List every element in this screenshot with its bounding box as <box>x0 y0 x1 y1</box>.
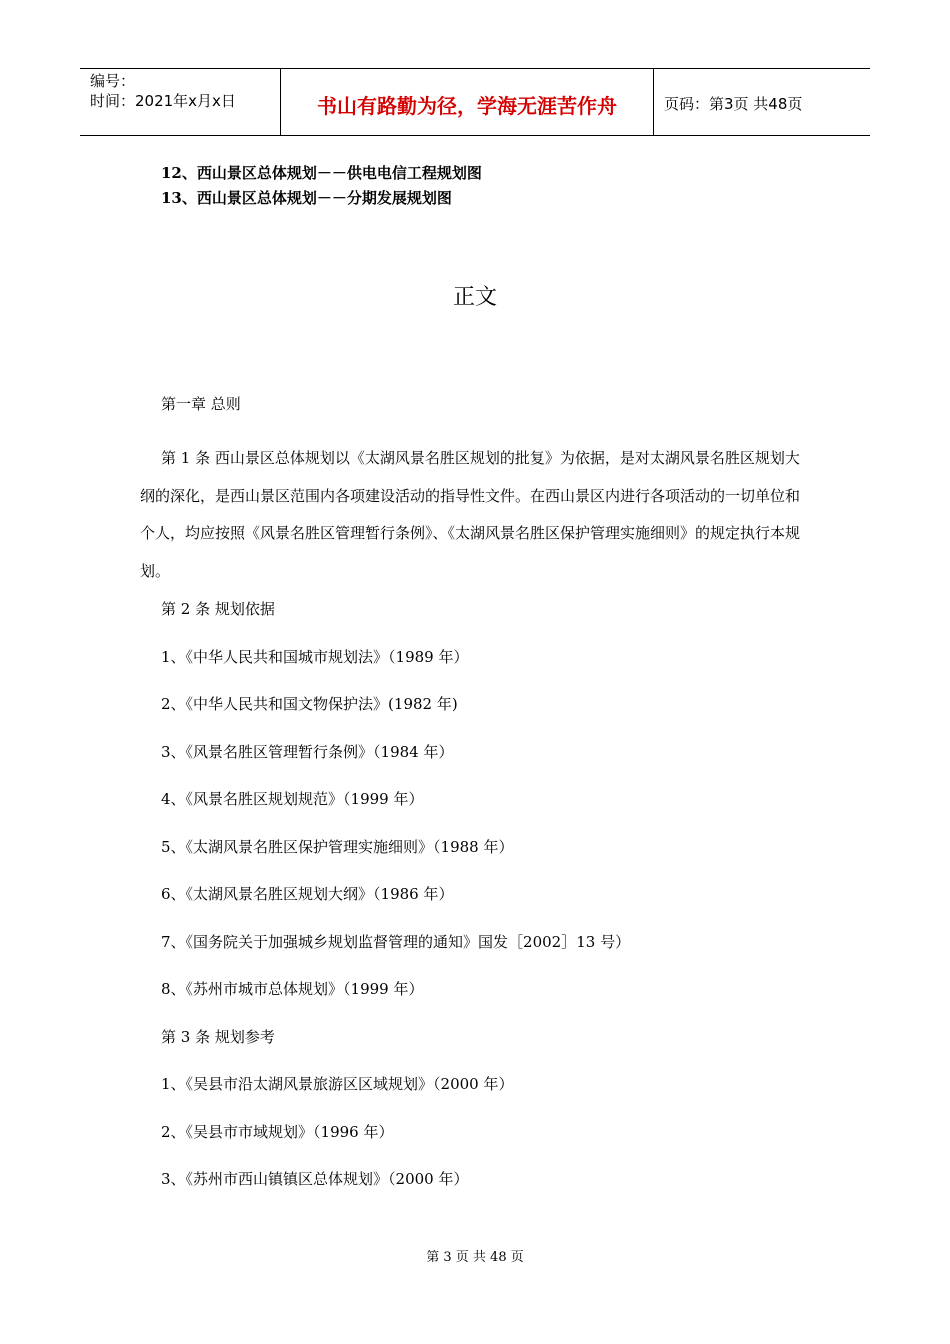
reference-item: 1、《吴县市沿太湖风景旅游区区域规划》（2000 年） <box>161 1075 514 1093</box>
document-number-label: 编号： <box>90 72 136 90</box>
header-page-info: 页码：第3页 共48页 <box>664 94 803 113</box>
header-meta-cell <box>80 69 281 135</box>
header-motto: 书山有路勤为径，学海无涯苦作舟 <box>281 69 654 135</box>
basis-item: 7、《国务院关于加强城乡规划监督管理的通知》国发［2002］13 号） <box>161 933 631 951</box>
reference-item: 3、《苏州市西山镇镇区总体规划》（2000 年） <box>161 1170 469 1188</box>
toc-item: 12、西山景区总体规划－－供电电信工程规划图 <box>161 164 482 182</box>
basis-item: 8、《苏州市城市总体规划》（1999 年） <box>161 980 424 998</box>
article-3-heading: 第 3 条 规划参考 <box>161 1028 275 1046</box>
toc-item: 13、西山景区总体规划－－分期发展规划图 <box>161 189 452 207</box>
article-1-paragraph: 第 1 条 西山景区总体规划以《太湖风景名胜区规划的批复》为依据，是对太湖风景名胜区规划大纲的深化，是西山景区范围内各项建设活动的指导性文件。在西山景区内进行各项活动的一切单位和个人，均应按照《风景名胜区管理暂行条例》、《太湖风景名胜区保护管理实施细则》的规定执行本规划。 <box>140 449 801 580</box>
page-header <box>80 68 870 136</box>
basis-item: 3、《风景名胜区管理暂行条例》（1984 年） <box>161 743 454 761</box>
basis-item: 6、《太湖风景名胜区规划大纲》（1986 年） <box>161 885 454 903</box>
section-title: 正文 <box>452 285 497 310</box>
basis-item: 1、《中华人民共和国城市规划法》（1989 年） <box>161 648 469 666</box>
basis-item: 5、《太湖风景名胜区保护管理实施细则》（1988 年） <box>161 838 514 856</box>
basis-item: 4、《风景名胜区规划规范》（1999 年） <box>161 790 424 808</box>
chapter-heading: 第一章 总则 <box>161 395 241 413</box>
toc-list <box>161 161 482 211</box>
document-time-label: 时间：2021年x月x日 <box>90 92 236 110</box>
reference-item: 2、《吴县市市域规划》（1996 年） <box>161 1123 394 1141</box>
article-2-heading: 第 2 条 规划依据 <box>161 600 275 618</box>
page-footer: 第 3 页 共 48 页 <box>426 1250 524 1265</box>
basis-item: 2、《中华人民共和国文物保护法》(1982 年) <box>161 695 458 713</box>
